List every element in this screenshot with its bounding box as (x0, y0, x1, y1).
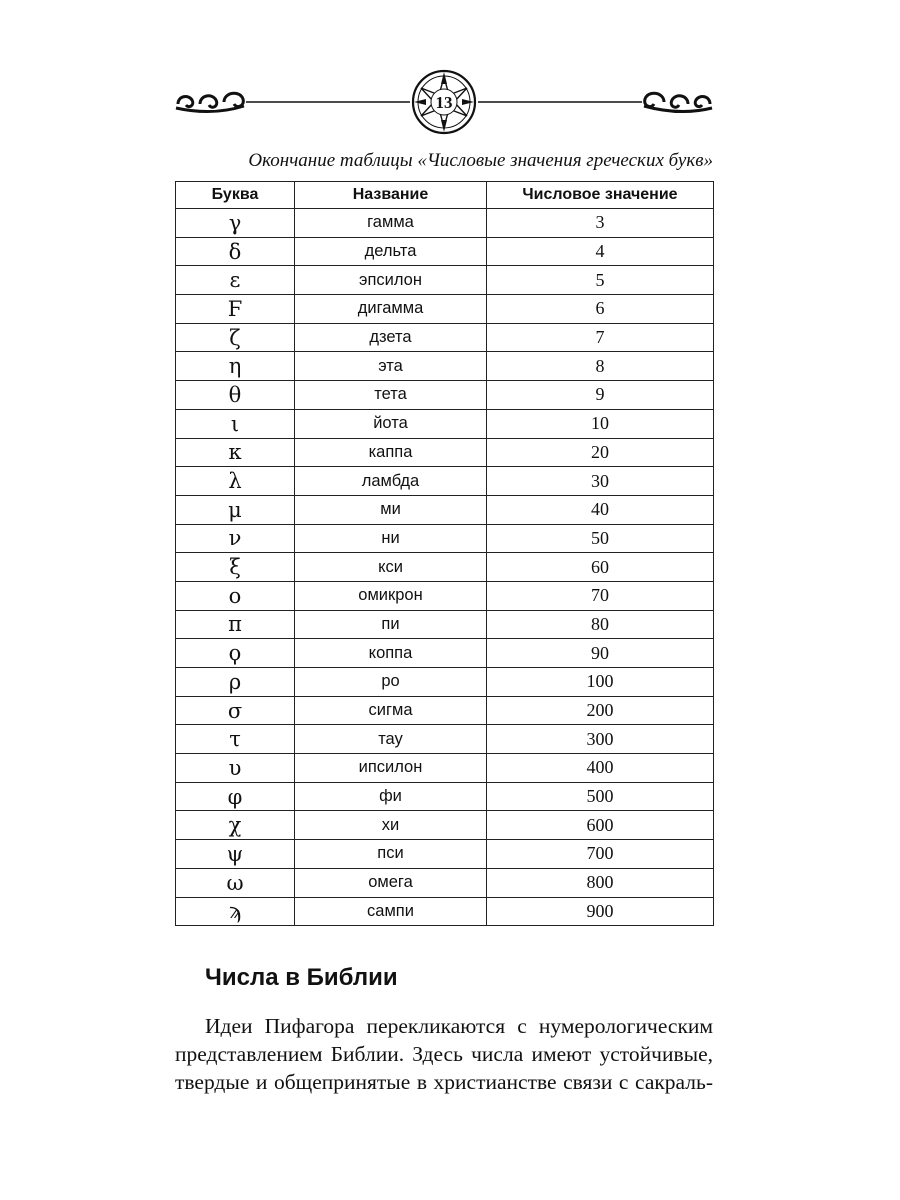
greek-letter-cell: η (176, 352, 295, 381)
numeric-value-cell: 8 (487, 352, 714, 381)
numeric-value-cell: 30 (487, 467, 714, 496)
numeric-value-cell: 300 (487, 725, 714, 754)
greek-letter-cell: ω (176, 868, 295, 897)
numeric-value-cell: 200 (487, 696, 714, 725)
letter-name-cell: ламбда (295, 467, 487, 496)
greek-letter-cell: ι (176, 409, 295, 438)
numeric-value-cell: 3 (487, 209, 714, 238)
letter-name-cell: пи (295, 610, 487, 639)
table-row (176, 581, 714, 610)
page-header-ornament (170, 64, 718, 140)
column-header-value: Числовое значение (487, 182, 714, 209)
table-row (176, 467, 714, 496)
numeric-value-cell: 800 (487, 868, 714, 897)
numeric-value-cell: 80 (487, 610, 714, 639)
table-row (176, 266, 714, 295)
numeric-value-cell: 7 (487, 323, 714, 352)
numeric-value-cell: 700 (487, 840, 714, 869)
numeric-value-cell: 50 (487, 524, 714, 553)
body-paragraph (175, 1012, 713, 1096)
letter-name-cell: фи (295, 782, 487, 811)
column-header-name: Название (295, 182, 487, 209)
table-row (176, 725, 714, 754)
greek-letter-cell: υ (176, 754, 295, 783)
greek-letter-cell: ψ (176, 840, 295, 869)
letter-name-cell: эта (295, 352, 487, 381)
letter-name-cell: гамма (295, 209, 487, 238)
letter-name-cell: омега (295, 868, 487, 897)
numeric-value-cell: 5 (487, 266, 714, 295)
table-row (176, 352, 714, 381)
letter-name-cell: тау (295, 725, 487, 754)
column-header-letter: Буква (176, 182, 295, 209)
greek-letter-cell: ε (176, 266, 295, 295)
greek-letter-cell: γ (176, 209, 295, 238)
body-line: твердые и общепринятые в христианстве связи с сакраль- (175, 1070, 713, 1094)
letter-name-cell: сампи (295, 897, 487, 926)
letter-name-cell: каппа (295, 438, 487, 467)
numeric-value-cell: 900 (487, 897, 714, 926)
numeric-value-cell: 10 (487, 409, 714, 438)
table-row (176, 696, 714, 725)
table-row (176, 610, 714, 639)
letter-name-cell: дельта (295, 237, 487, 266)
table-row (176, 237, 714, 266)
letter-name-cell: сигма (295, 696, 487, 725)
numeric-value-cell: 9 (487, 381, 714, 410)
table-row (176, 323, 714, 352)
greek-letter-cell: τ (176, 725, 295, 754)
section-title: Числа в Библии (205, 964, 398, 991)
greek-letter-cell: ρ (176, 668, 295, 697)
table-row (176, 840, 714, 869)
table-row (176, 409, 714, 438)
table-row (176, 381, 714, 410)
greek-letter-cell: ζ (176, 323, 295, 352)
numeric-value-cell: 70 (487, 581, 714, 610)
table-row (176, 524, 714, 553)
numeric-value-cell: 60 (487, 553, 714, 582)
page-number: 13 (435, 93, 453, 112)
greek-letter-cell: ο (176, 581, 295, 610)
table-row (176, 553, 714, 582)
letter-name-cell: йота (295, 409, 487, 438)
greek-letter-cell: ϙ (176, 639, 295, 668)
table-row (176, 438, 714, 467)
letter-name-cell: ми (295, 495, 487, 524)
letter-name-cell: ипсилон (295, 754, 487, 783)
letter-name-cell: тета (295, 381, 487, 410)
greek-letter-cell: σ (176, 696, 295, 725)
greek-letter-cell: ϡ (176, 897, 295, 926)
greek-letter-cell: λ (176, 467, 295, 496)
numeric-value-cell: 90 (487, 639, 714, 668)
greek-letter-cell: φ (176, 782, 295, 811)
letter-name-cell: эпсилон (295, 266, 487, 295)
numeric-value-cell: 500 (487, 782, 714, 811)
table-row (176, 754, 714, 783)
numeric-value-cell: 6 (487, 295, 714, 324)
table-row (176, 495, 714, 524)
table-row (176, 209, 714, 238)
letter-name-cell: хи (295, 811, 487, 840)
letter-name-cell: кси (295, 553, 487, 582)
letter-name-cell: дзета (295, 323, 487, 352)
letter-name-cell: пси (295, 840, 487, 869)
letter-name-cell: коппа (295, 639, 487, 668)
table-row (176, 868, 714, 897)
numeric-value-cell: 4 (487, 237, 714, 266)
numeric-value-cell: 40 (487, 495, 714, 524)
table-row (176, 295, 714, 324)
greek-letter-cell: ν (176, 524, 295, 553)
numeric-value-cell: 600 (487, 811, 714, 840)
numeric-value-cell: 20 (487, 438, 714, 467)
letter-name-cell: омикрон (295, 581, 487, 610)
greek-letter-cell: θ (176, 381, 295, 410)
greek-letter-cell: χ (176, 811, 295, 840)
greek-letter-cell: π (176, 610, 295, 639)
letter-name-cell: дигамма (295, 295, 487, 324)
greek-numerals-table (175, 181, 714, 926)
greek-letter-cell: μ (176, 495, 295, 524)
greek-letter-cell: κ (176, 438, 295, 467)
table-row (176, 639, 714, 668)
table-caption: Окончание таблицы «Числовые значения греческих букв» (248, 150, 713, 171)
table-row (176, 811, 714, 840)
body-line: представлением Библии. Здесь числа имеют устойчивые, (175, 1042, 713, 1066)
body-line: Идеи Пифагора перекликаются с нумерологическим (205, 1014, 713, 1038)
right-swirl-icon (644, 93, 712, 111)
table-body (176, 209, 714, 926)
greek-letter-cell: δ (176, 237, 295, 266)
table-row (176, 782, 714, 811)
letter-name-cell: ро (295, 668, 487, 697)
table-row (176, 897, 714, 926)
letter-name-cell: ни (295, 524, 487, 553)
greek-letter-cell: ξ (176, 553, 295, 582)
table-header-row (176, 182, 714, 209)
table-row (176, 668, 714, 697)
left-swirl-icon (176, 93, 244, 111)
greek-letter-cell: Ϝ (176, 295, 295, 324)
numeric-value-cell: 100 (487, 668, 714, 697)
numeric-value-cell: 400 (487, 754, 714, 783)
